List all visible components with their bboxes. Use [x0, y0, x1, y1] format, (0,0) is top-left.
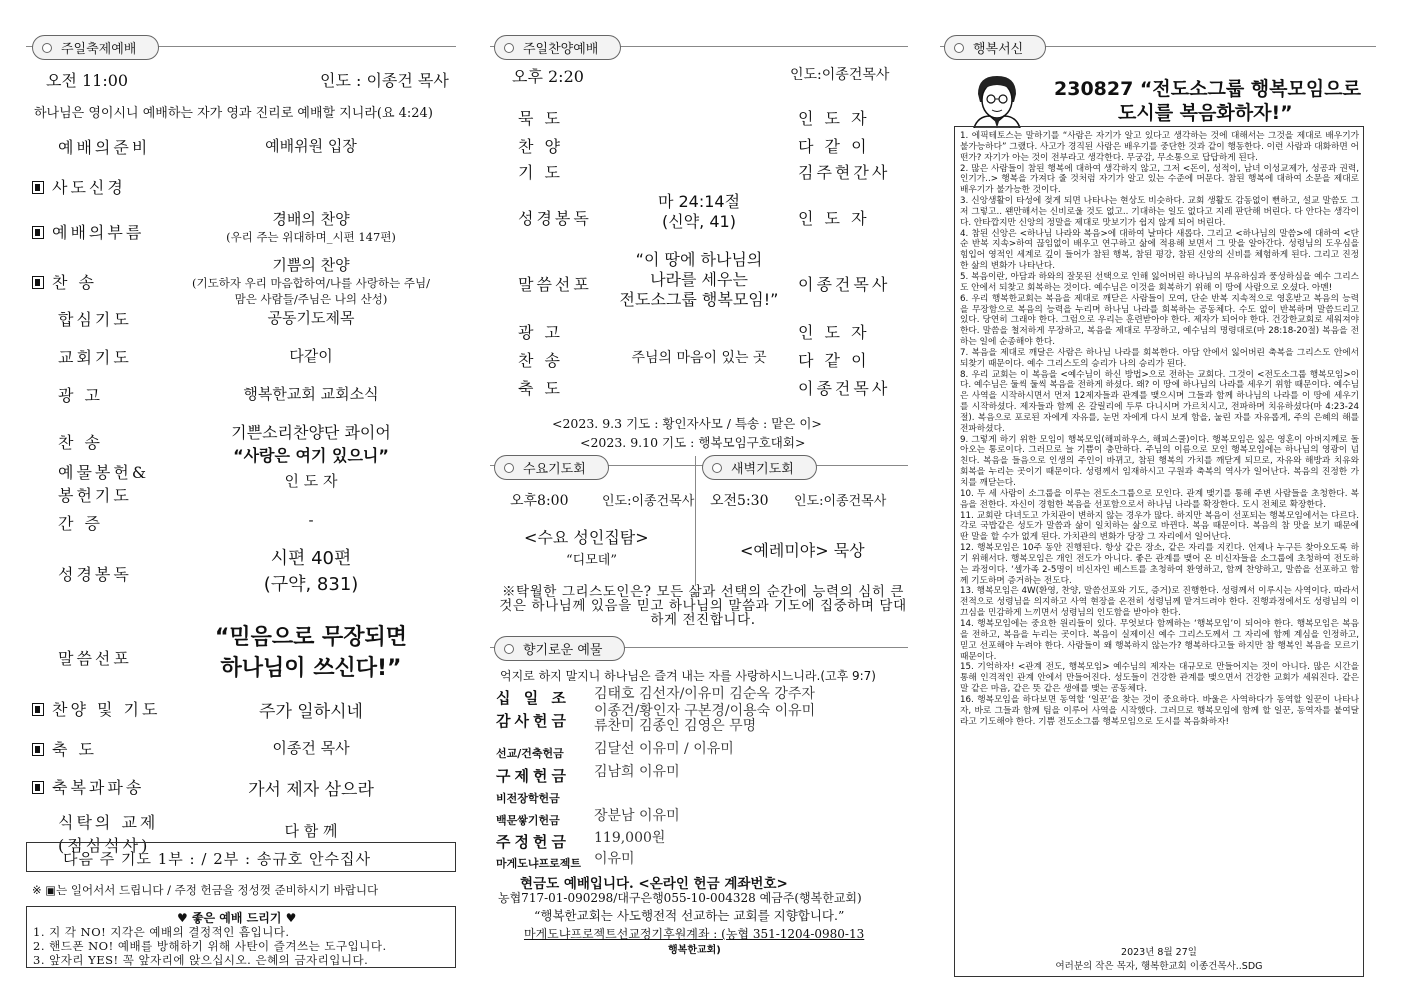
letter-body: [954, 126, 1364, 977]
prayer-schedule: <2023. 9.3 기도 : 황인자사모 / 특송 : 맡은 이>: [552, 416, 822, 431]
letter-paragraph: 14. 행복모임에는 중요한 원리들이 있다. 무엇보다 함께하는 ‘행복모임’이 되어야 한다. 행복모임은 복음을 전하고, 복음을 누리는 곳이다. 복음이 실제이신 예수 그리스도께서 그 자리에 함께 계심을 인정하고, 믿고 선포해야 누려야 한다. 사람들이 왜 행복하지 않는가? 행복하다고들 하지만 참 행복인 복음을 모르기 때문이다.: [960, 618, 1359, 662]
offering-label: 백문쌓기헌금: [496, 814, 560, 827]
next-week-box: [26, 842, 456, 872]
afternoon-item-label: 찬 양: [518, 137, 563, 156]
offering-label: 감사헌금: [496, 712, 570, 730]
worship-item-value-text: 인 도 자: [284, 472, 338, 490]
worship-item-value: [176, 820, 446, 841]
offering-label: 비전장학헌금: [496, 792, 560, 805]
worship-item-label: [32, 737, 97, 760]
letter-paragraph: 11. 교회란 다녀도고 가치관이 변하지 않는 경우가 많다. 하지만 복음이 선포되는 행복모임에서는 다르다. 각로 국밥같은 성도가 말씀과 삶이 일치하는 삶으로 바뀐다. 복음 때문이다. 복음의 참 맛을 보기 때문에 딴 말을 할 수가 없게 된다. 가치관의 변화가 당장 그 자리에서 일어난다.: [960, 510, 1359, 543]
worship-item-value: [176, 208, 446, 245]
worship-item-label-text: 말씀선포: [58, 649, 132, 668]
offering-donors: [594, 687, 815, 702]
worship-item-value-text: 주가 일하시네: [259, 702, 363, 722]
worship-item-label: [32, 646, 132, 669]
worship-item-label: [32, 460, 149, 506]
worship-item-value: [176, 511, 446, 529]
good-worship-box: [26, 906, 456, 968]
afternoon-item-leader: 인 도 자: [798, 109, 870, 128]
letter-paragraph: 13. 행복모임은 4W(환영, 찬양, 말씀선포와 기도, 증거)로 진행한다. 성령께서 이루시는 사역이다. 따라서 전적으로 성령님을 의지하고 사역 현장을 온전히 성령님께 맡겨드려야 한다. 진행과정에서도 성령님의 이끄심을 민감하게 느끼면서 성령님의 인도함을 받아야 한다.: [960, 586, 1359, 619]
next-week-prayer: 다음 주 기도 1부 : / 2부 : 송규호 안수집사: [63, 850, 372, 868]
offering-section-title: 향기로운 예물: [494, 636, 625, 661]
worship-item-value: [176, 697, 446, 722]
worship-item-value: [176, 544, 446, 596]
stand-icon: [32, 743, 44, 756]
offering-donors-line: 119,000원: [594, 830, 666, 846]
offering-donors-line: 장분남 이유미: [594, 808, 680, 824]
offering-donors-line: 김남희 이유미: [594, 764, 680, 780]
offering-label: 마게도냐프로젝트: [496, 857, 582, 870]
stand-icon: [32, 181, 44, 194]
service-leader: 인도 : 이종건 목사: [320, 71, 449, 90]
letter-title-line2: 도시를 복음화하자!”: [1118, 102, 1293, 124]
worship-item-subtext: “사랑은 여기 있으니”: [233, 446, 389, 465]
worship-item: [26, 170, 466, 200]
pastor-portrait: [970, 72, 1024, 128]
macedonia-account: 마게도냐프로젝트선교정기후원계좌 : (농협 351-1204-0980-13: [524, 927, 865, 941]
worship-item-label: [32, 270, 97, 293]
stand-icon: [32, 226, 44, 239]
offering-donors-line: 김태호 김선자/이유미 김순옥 강주자: [594, 686, 815, 702]
letter-signature: 여러분의 작은 목자, 행복한교회 이종건목사..SDG: [1055, 961, 1263, 972]
letter-paragraph: 4. 참된 신앙은 <하나님 나라와 복음>에 대하여 날마다 새롭다. 그리고 <하나님의 말씀>에 대하여 <단순 반복 지속>하여 끊임없이 배우고 연구하고 삶에 적용해 보면서 그 맛을 알아간다. 성령님의 도우심을 힘입어 영적인 세계로 깊이 들어가 참된 행복, 참된 평강, 참된 신앙의 신비를 체험하게 된다. 그리고 진정한 삶의 변화가 나타난다.: [960, 228, 1359, 272]
worship-item-value-text: 예배위원 입장: [265, 137, 357, 155]
afternoon-item-detail: [606, 348, 792, 368]
afternoon-item-detail: [606, 192, 792, 232]
worship-item-label: [32, 307, 132, 330]
worship-item-subtext: (기도하자 우리 마음합하여/나를 사랑하는 주님/맘은 사람들/주님은 나의 산성): [192, 276, 430, 306]
stand-icon: [32, 276, 44, 289]
worship-item: [26, 208, 466, 252]
right-column: [940, 32, 1376, 982]
offering-donors-line: 이종건/황인자 구본경/이용숙 이유미: [594, 703, 816, 719]
worship-item-label-text: 찬 송: [52, 273, 97, 292]
macedonia-account-holder: 행복한교회): [668, 945, 721, 956]
worship-item-label: [32, 175, 126, 198]
afternoon-item-leader: 다 같 이: [798, 351, 870, 370]
dawn-title: <예레미야> 묵상: [740, 541, 865, 560]
bank-accounts: 농협717-01-090298/대구은행055-10-004328 예금주(행복한교회): [498, 891, 862, 905]
offering-label: 십 일 조: [496, 689, 570, 707]
letter-paragraph: 9. 그렇게 하기 위한 모임이 행복모임(해피하우스, 해피스쿨)이다. 행복모임은 잃은 영혼이 아버지께로 돌아오는 통로이다. 그러므로 늘 기쁨이 충만하다. 주님의 이름으로 모인 행복모임에는 하나님의 영광이 넘친다. 복음을 들음으로 인생의 주인이 바뀌고, 참된 행복의 가치를 깨닫게 되므로, 자유와 해방과 치유와 회복을 누리는 곳이기 때문이다. 성령께서 임재하시고 구원과 축복의 역사가 일어난다. 복음의 진정한 가치를 깨닫는다.: [960, 434, 1359, 488]
service-time: 오전 11:00: [46, 71, 129, 90]
worship-item-value: [176, 470, 446, 491]
worship-item-label-text: 축복과파송: [52, 778, 145, 797]
worship-item: [26, 340, 466, 370]
worship-item-value: [176, 737, 446, 758]
worship-item-value-text: 다 함 께: [284, 822, 338, 840]
worship-item-label: [32, 775, 144, 798]
worship-item: [26, 130, 466, 160]
letter-paragraph: 5. 복음이란, 아담과 하와의 잘못된 선택으로 인해 잃어버린 하나님의 부유하심과 풍성하심을 예수 그리스도 안에서 되찾고 회복하는 것이다. 예수님은 이것을 회복하기 위해 이 땅에 사람으로 오셨다. 아멘!: [960, 271, 1359, 293]
worship-item-subtext: 하나님이 쓰신다!”: [220, 656, 402, 681]
letter-date: 2023년 8월 27일: [1121, 947, 1197, 958]
offering-donors: [594, 831, 665, 846]
worship-item-value-text: 행복한교회 교회소식: [243, 385, 379, 403]
worship-item-label-text: 예물봉헌&: [58, 463, 150, 482]
worship-item-label-text: 합심기도: [58, 310, 132, 329]
letter-title: 230827 “전도소그룹 행복모임으로: [1054, 78, 1361, 100]
worship-item: [26, 770, 466, 800]
afternoon-item-detail-line: 나라를 세우는: [650, 270, 748, 289]
mission-statement: “행복한교회는 사도행전적 선교하는 교회를 지향합니다.”: [534, 908, 845, 923]
worship-item: [26, 256, 466, 306]
worship-item-value: [176, 775, 446, 800]
offering-donors: [594, 704, 815, 734]
wed-title: <수요 성인집탐>: [524, 528, 649, 547]
worship-item-label-text: 식탁의 교제: [58, 813, 159, 832]
middle-column: [490, 32, 908, 982]
worship-item-value: [176, 254, 446, 307]
offering-donors: [594, 852, 635, 867]
afternoon-item-leader: 인 도 자: [798, 209, 870, 228]
online-offering: 현금도 예배입니다. <온라인 헌금 계좌번호>: [520, 876, 788, 892]
worship-item-value-text: 기쁜소리찬양단 콰이어: [231, 423, 391, 442]
afternoon-item-label: 광 고: [518, 323, 563, 342]
letter-paragraph: 10. 두 세 사람이 소그룹을 이루는 전도소그룹으로 모인다. 관계 맺기를 통해 주변 사람들을 초청한다. 복음을 전한다. 자신이 경험한 복음을 선포함으로서 하나님 나라를 확장한다. 도시 전체로 확장한다.: [960, 488, 1359, 510]
worship-item: [26, 302, 466, 332]
column-divider: [695, 456, 696, 586]
letter-paragraph: 2. 많은 사람들이 참된 행복에 대하여 생각하지 않고, 그저 <돈이, 성적이, 남녀 이성교제가, 성공과 권력, 인기가..> 행복을 가져다 줄 것처럼 자기가 알고 있는 수준에 머문다. 참된 행복에 대하여 소문을 제대로 배우기가 불가능한 것이다.: [960, 163, 1359, 196]
worship-item-label-text: 간 증: [58, 514, 103, 533]
worship-item-value: [176, 307, 446, 328]
afternoon-item-label: 축 도: [518, 379, 563, 398]
worship-item-value-text: 기쁨의 찬양: [272, 256, 350, 274]
letter-paragraph: 6. 우리 행복한교회는 복음을 제대로 깨닫은 사람들이 모여, 단순 반복 지속적으로 영혼받고 복음의 능력을 무장함으로 복음의 능력을 누리며 하나님 나라를 회복하는 공동체다. 수도 없이 반복하며 말씀드리고 있다. 당연히 그래야 한다. 그럼으로 우리는 훈련받아야 한다. 제자가 되어야 한다. 건강한교회로 세워져야 한다. 말씀을 철저하게 무장하고, 복음을 제대로 무장하고, 예수님의 명령대로(마 28:18-20절) 복음을 전하는 일에 순종해야 한다.: [960, 293, 1359, 348]
service-leader: 인도:이종건목사: [790, 67, 890, 83]
worship-item-label: [32, 135, 150, 158]
afternoon-item-label: 말씀선포: [518, 275, 592, 294]
worship-item-value: [176, 383, 446, 404]
section-title: 행복서신: [944, 35, 1046, 60]
dawn-section-title: 새벽기도회: [702, 455, 817, 480]
afternoon-item-detail: [606, 250, 792, 310]
afternoon-item-label: 찬 송: [518, 351, 563, 370]
offering-donors-line: 김달선 이유미 / 이유미: [594, 741, 734, 757]
section-title: 주일축제예배: [32, 35, 159, 60]
worship-item-label-text: 성경봉독: [58, 565, 132, 584]
afternoon-item-label: 기 도: [518, 163, 563, 182]
worship-item: [26, 378, 466, 408]
good-worship-line: 3. 앞자리 YES! 꼭 앞자리에 앉으십시오. 은혜의 금자리입니다.: [33, 953, 369, 967]
letter-paragraph: 1. 에픽테토스는 말하기를 “사람은 자기가 알고 있다고 생각하는 것에 대해서는 그것을 제대로 배우기가 불가능하다” 그랬다. 사고가 경직된 사람은 배우기를 중단한 것과 같이 행동한다. 이런 사람과 대화하면 어떤가? 자기가 아는 것이 전부라고 생각한다. 무궁감, 무소통으로 답답하게 된다.: [960, 131, 1359, 163]
offering-verse: 억지로 하지 말지니 하나님은 즐겨 내는 자를 사랑하시느니라.(고후 9:7): [500, 669, 876, 683]
worship-item-label-text: 봉헌기도: [58, 486, 132, 505]
dawn-leader: 인도:이종건목사: [794, 494, 887, 509]
worship-item-value-text: 시편 40편: [270, 548, 352, 569]
standing-note: ※ ▣는 일어서서 드립니다 / 주정 헌금을 정성껏 준비하시기 바랍니다: [32, 883, 379, 897]
worship-item-value: [176, 135, 446, 156]
afternoon-item-leader: 이종건목사: [798, 379, 891, 398]
wed-time: 오후8:00: [510, 493, 569, 509]
wed-leader: 인도:이종건목사: [602, 494, 695, 509]
wed-subtitle: “디모데”: [566, 553, 617, 568]
prayer-schedule: <2023. 9.10 기도 : 행복모임구호대회>: [580, 435, 806, 450]
worship-item-label-text: (점심식사): [58, 836, 151, 855]
service-time: 오후 2:20: [512, 67, 584, 86]
worship-item-label-text: 사도신경: [52, 178, 126, 197]
worship-item-label-text: 교회기도: [58, 348, 132, 367]
worship-item-label-text: 찬 송: [58, 433, 103, 452]
worship-item-value-text: -: [308, 511, 314, 529]
letter-paragraph: 12. 행복모임은 10주 동안 진행된다. 항상 같은 장소, 같은 자리를 지킨다. 언제나 누구든 찾아오도록 하기 위해서다. 행복모임은 개인 전도가 아니다. 좋은 관계를 맺어 온 비신자들을 소그룹에 초청하여 전도하는 과정이다. ‘셀가족 2-5명이 비신자인 베스트를 초청하여 환영하고, 함께 찬양하고, 말씀을 선포하고 함께 기도하며 증거하는 전도다.: [960, 543, 1359, 586]
offering-donors-line: 이유미: [594, 851, 635, 867]
offering-donors-line: 류찬미 김종인 김영은 무명: [594, 718, 757, 734]
worship-item-value-text: 공동기도제목: [267, 309, 355, 327]
afternoon-item-label: 성경봉독: [518, 209, 592, 228]
worship-item: [26, 692, 466, 722]
worship-item-label: [32, 383, 103, 406]
worship-item: [26, 420, 466, 465]
worship-item-value-text: 이종건 목사: [272, 739, 350, 757]
worship-item-label: [32, 345, 132, 368]
worship-item-subtext: (구약, 831): [263, 574, 359, 595]
stand-icon: [32, 703, 44, 716]
worship-item-label: [32, 220, 144, 243]
worship-item-label: [32, 430, 103, 453]
offering-label: 구제헌금: [496, 767, 570, 785]
afternoon-item-label: 묵 도: [518, 109, 563, 128]
section-title: 주일찬양예배: [494, 35, 621, 60]
worship-item-value-text: 다같이: [289, 347, 333, 365]
offering-label: 선교/건축헌금: [496, 747, 564, 760]
worship-item-label-text: 예배의준비: [58, 138, 151, 157]
dawn-time: 오전5:30: [710, 493, 769, 509]
afternoon-item-detail-line: 전도소그룹 행복모임!”: [619, 290, 779, 309]
worship-item-label: [32, 511, 103, 534]
worship-item-label-text: 광 고: [58, 386, 103, 405]
worship-item-label: [32, 697, 160, 720]
afternoon-item-detail-line: “이 땅에 하나님의: [635, 250, 763, 269]
stand-icon: [32, 781, 44, 794]
worship-item-label-text: 찬양 및 기도: [52, 700, 161, 719]
worship-item-label: [32, 562, 132, 585]
worship-item-label-text: 예배의부름: [52, 223, 145, 242]
worship-item-value-text: 가서 제자 삼으라: [248, 780, 374, 800]
afternoon-item-detail-line: (신약, 41): [662, 212, 736, 231]
worship-item-subtext: (우리 주는 위대하며_시편 147편): [226, 230, 396, 244]
good-worship-line: 1. 지 각 NO! 지각은 예배의 결정적인 흠입니다.: [33, 925, 290, 939]
worship-item: [26, 506, 466, 536]
worship-item-value: [176, 620, 446, 682]
good-worship-line: 2. 핸드폰 NO! 예배를 방해하기 위해 사탄이 즐겨쓰는 도구입니다.: [33, 939, 387, 953]
letter-paragraph: 16. 행복모임을 하다보면 동역할 ‘일꾼’을 찾는 것이 중요하다. 바울은 사역하다가 동역할 일꾼이 나타나자, 바로 그들과 함께 팀을 이루어 사역을 시작했다. 그러므로 행복모임에 함께 할 일꾼, 동역자를 붙여달라고 기도해야 한다. 기쁨 전도소그룹 행복모임으로 도시를 복음화하자!: [960, 694, 1359, 727]
offering-donors: [594, 809, 680, 824]
worship-verse: 하나님은 영이시니 예배하는 자가 영과 진리로 예배할 지니라(요 4:24): [34, 106, 433, 121]
afternoon-item-detail-line: 주님의 마음이 있는 곳: [631, 350, 767, 366]
offering-donors: [594, 742, 734, 757]
worship-item-value-text: “믿음으로 무장되면: [214, 625, 408, 650]
afternoon-item-leader: 인 도 자: [798, 323, 870, 342]
good-worship-title: ♥ 좋은 예배 드리기 ♥: [177, 911, 297, 925]
letter-paragraph: 8. 우리 교회는 이 복음을 <예수님이 하신 방법>으로 전하는 교회다. 그것이 <전도소그룹 행복모임>이다. 예수님은 둘씩 둘씩 복음을 전하게 하셨다. 왜? 이 땅에 하나님의 나라를 세우기 위함 때문이다. 예수님은 사역을 시작하시면서 먼저 12제자들과 관계를 맺으시며 그들과 함께 하나님의 나라를 이 땅에 세우기를 시작하셨다. 제자들과 함께 온 갈릴리에 두루 다니시며 가르치시고, 전파하며 치유하셨다(마 4:23-24절). 복음으로 포로된 자에게 자유를, 눈먼 자에게 다시 보게 함을, 눌린 자를 자유롭게, 주의 은혜의 해를 전파하셨다.: [960, 369, 1359, 434]
worship-item: [26, 460, 466, 505]
devotional-quote: ※탁월한 그리스도인은? 모든 삶과 선택의 순간에 능력의 심히 큰 것은 하나님께 있음을 믿고 하나님의 말씀과 기도에 집중하며 담대하게 전진합니다.: [499, 584, 907, 628]
worship-item-value-text: 경배의 찬양: [272, 210, 350, 228]
left-column: [26, 32, 456, 982]
letter-paragraph: 7. 복음을 제대로 깨달은 사람은 하나님 나라를 회복한다. 아담 안에서 잃어버린 축복을 그리스도 안에서 되찾기 때문이다. 예수 그리스도의 승리가 나의 승리가 된다.: [960, 347, 1359, 369]
letter-paragraphs: [955, 127, 1363, 727]
afternoon-item-leader: 김주현간사: [798, 163, 891, 182]
offering-label: 주정헌금: [496, 833, 570, 851]
wed-section-title: 수요기도회: [494, 455, 609, 480]
afternoon-item-leader: 이종건목사: [798, 275, 891, 294]
worship-item-value: [176, 345, 446, 366]
letter-paragraph: 15. 기억하자! <관계 전도, 행복모임> 예수님의 제자는 대규모로 만들어지는 것이 아니다. 많은 시간을 통해 인격적인 관계 안에서 만들어진다. 성도들이 건강한 관계를 맺으면서 건강한 교회가 세워진다. 같은 말 같은 마음, 같은 뜻 같은 생애를 맺는 공동체다.: [960, 662, 1359, 695]
afternoon-item-detail-line: 마 24:14절: [657, 192, 741, 211]
letter-paragraph: 3. 신앙생활이 타성에 젖게 되면 나타나는 현상도 비슷하다. 교회 생활도 감동없이 뻔하고, 설교 말씀도 그저 그렇고.. 왠만해서는 신비로울 것도 없고.. 기대하는 일도 없다고 지레 판단해 버린다. 다 안다는 생각이다. 안타깝지만 신앙의 정말을 제대로 맛보기가 쉽지 않게 되어 버린다.: [960, 196, 1359, 228]
worship-item: [26, 732, 466, 762]
offering-donors: [594, 765, 680, 780]
worship-item: [26, 542, 466, 602]
worship-item-label-text: 축 도: [52, 740, 97, 759]
afternoon-item-leader: 다 같 이: [798, 137, 870, 156]
worship-item: [26, 616, 466, 696]
